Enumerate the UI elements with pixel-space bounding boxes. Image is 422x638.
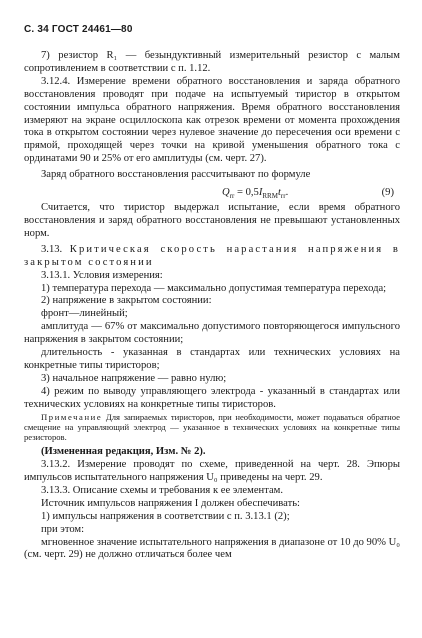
formula-9 [24, 184, 400, 202]
list-item-duration: длительность - указанная в стандартах или технических условиях на конкретные типы тиристоров; [24, 347, 400, 371]
paragraph-3-12-4: 3.12.4. Измерение времени обратного восстановления и заряда обратного восстановления проводят при подаче на испытуемый тиристор в открытом состоянии импульса обратного напряжения. Время обратного восстановления измеряют на экране осциллоскопа как отрезок времени от момента прохождения тока в открытом состоянии через нулевое значение до пересечения оси времени с прямой, проходящей через точки на кривой уменьшения обратного тока с ординатами 90 и 25% от его амплитуды (см. черт. 27). [24, 75, 400, 165]
document-body [24, 50, 400, 562]
list-item-front: фронт—линейный; [41, 308, 128, 320]
formula-expression: $Q_{rr} = 0,5I_{RRM}t_{rr}$. [222, 187, 289, 201]
paragraph-3-13-2: 3.13.2. Измерение проводят по схеме, приведенной на черт. 28. Эпюры импульсов испытательного напряжения U₀ приведены на черт. 29. [24, 459, 400, 483]
paragraph-3-13-1: 3.13.1. Условия измерения: [41, 269, 163, 281]
paragraph-where: при этом: [41, 523, 85, 535]
list-item-amplitude: амплитуда — 67% от максимально допустимого повторяющегося импульсного напряжения в закрытом состоянии; [24, 321, 400, 346]
list-item-temperature: 1) температура перехода — максимально допустимая температура перехода; [41, 282, 387, 294]
note [24, 412, 400, 443]
formula-number: (9) [381, 187, 394, 199]
paragraph-charge-formula-intro: Заряд обратного восстановления рассчитывают по формуле [41, 169, 311, 181]
paragraph-resistor: 7) резистор R₁ — безындуктивный измерительный резистор с малым сопротивлением в соответствии с п. 1.12. [24, 50, 400, 74]
note-heading: Примечание [41, 411, 103, 422]
edition-note: (Измененная редакция, Изм. № 2). [41, 446, 206, 458]
section-title: Критическая скорость нарастания напряжения в закрытом состоянии [24, 243, 401, 268]
page-header: С. 34 ГОСТ 24461—80 [24, 24, 133, 35]
paragraph-source: Источник импульсов напряжения I должен обеспечивать: [41, 497, 301, 509]
list-item-pulses: 1) импульсы напряжения в соответствии с п. 3.13.1 (2); [41, 510, 290, 522]
list-item-gate-mode: 4) режим по выводу управляющего электрода - указанный в стандартах или технических условиях на конкретные типы тиристоров. [24, 385, 400, 410]
paragraph-3-13-3: 3.13.3. Описание схемы и требования к ее элементам. [41, 484, 284, 496]
list-item-initial-voltage: 3) начальное напряжение — равно нулю; [41, 372, 227, 384]
note-text: Для запираемых тиристоров, при необходимости, может подаваться обратное смещение на управляющий электрод — указанное в технических условиях на конкретные типы резисторов. [24, 411, 400, 442]
paragraph-pass-criteria: Считается, что тиристор выдержал испытание, если время обратного восстановления и заряд обратного восстановления не превышают установленных норм. [24, 202, 400, 239]
section-number: 3.13. [41, 243, 63, 255]
section-heading-3-13 [24, 244, 400, 270]
paragraph-instant-value: мгновенное значение испытательного напряжения в диапазоне от 10 до 90% U₀ (см. черт. 29) не должно отличаться более чем [24, 536, 400, 561]
list-item-voltage: 2) напряжение в закрытом состоянии: [41, 295, 212, 307]
